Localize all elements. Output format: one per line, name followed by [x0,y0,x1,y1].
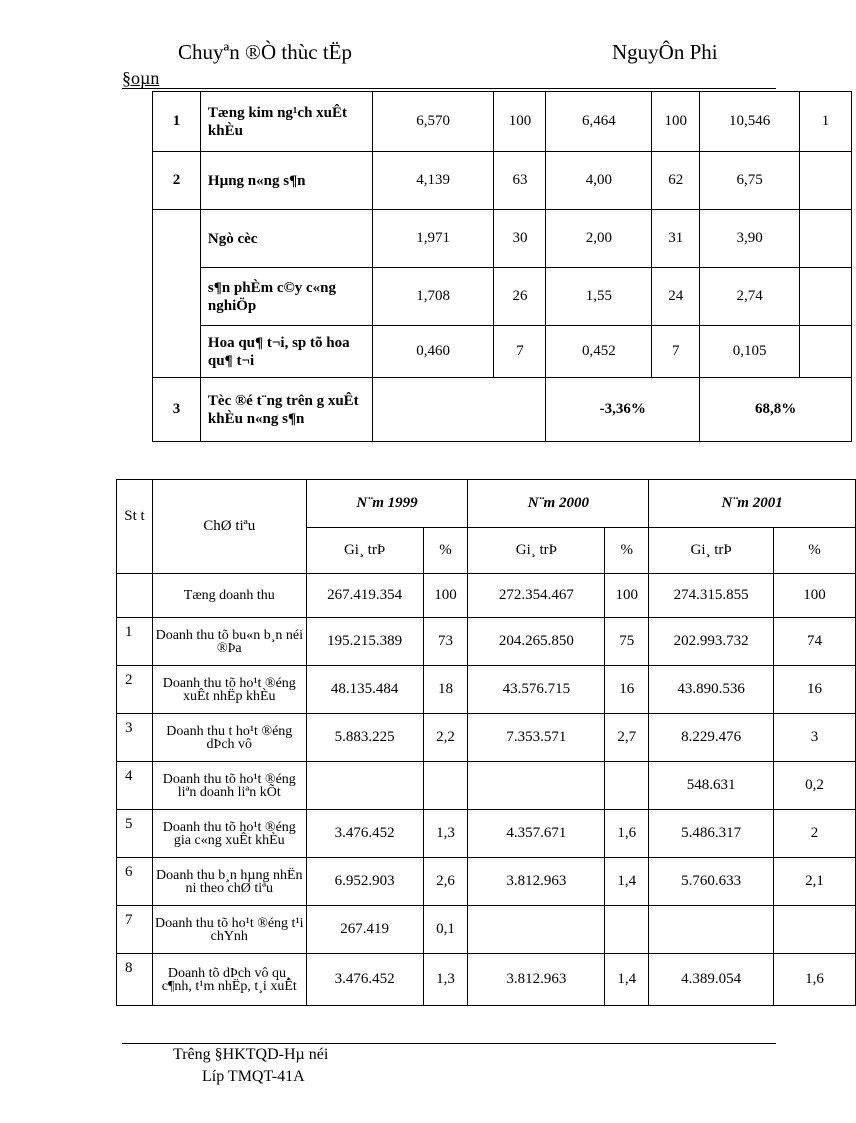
cell-v1999: 3.476.452 [306,954,423,1006]
row-number: 7 [117,906,153,954]
cell-p2001: 16 [774,666,856,714]
cell-p1999: 30 [494,210,546,268]
cell-v2001: 5.486.317 [649,810,774,858]
row-number: 2 [153,152,201,210]
row-number [153,210,201,378]
cell-v2000: 43.576.715 [468,666,605,714]
cell-p2001: 1,6 [774,954,856,1006]
table-row [153,326,852,378]
cell-v2001: 548.631 [649,762,774,810]
footer-school: Trêng §HKTQD-Hµ néi [173,1046,329,1063]
row-number: 8 [117,954,153,1006]
cell-p1999: 0,1 [423,906,468,954]
cell-v2000 [468,906,605,954]
cell-p1999: 73 [423,618,468,666]
cell-v2001: 4.389.054 [649,954,774,1006]
row-label: Doanh thu tõ ho¹t ®éng xuÊt nhËp khÈu [152,666,306,714]
growth-2000: -3,36% [546,378,700,442]
cell-v2000: 3.812.963 [468,858,605,906]
cell-v1999: 0,460 [372,326,494,378]
row-label: Tæng doanh thu [152,574,306,618]
cell-p2001 [774,906,856,954]
cell-v1999: 6.952.903 [306,858,423,906]
cell-p2000 [605,762,649,810]
value-header: Gi¸ trÞ [468,528,605,574]
cell-v2000: 2,00 [546,210,652,268]
row-number: 3 [117,714,153,762]
cell-v1999 [306,762,423,810]
cell-p1999: 18 [423,666,468,714]
cell-v1999: 1,971 [372,210,494,268]
year-2000-header: N¨m 2000 [468,480,649,528]
cell-p2001: 1 [800,92,852,152]
row-label: Doanh thu tõ ho¹t ®éng t¹i chYnh [152,906,306,954]
cell-p2000: 1,6 [605,810,649,858]
col-stt-header: St t [117,480,153,574]
row-label: Doanh thu tõ ho¹t ®éng liªn doanh liªn kÕt [152,762,306,810]
document-title: Chuyªn ®Ò thùc tËp [178,40,352,64]
cell-v2000: 4,00 [546,152,652,210]
cell-p1999: 1,3 [423,954,468,1006]
row-label: Doanh thu t ho¹t ®éng dÞch vô [152,714,306,762]
cell-v1999: 5.883.225 [306,714,423,762]
value-header: Gi¸ trÞ [649,528,774,574]
cell-v2000: 3.812.963 [468,954,605,1006]
cell-p2001 [800,326,852,378]
table-row [153,92,852,152]
row-number: 6 [117,858,153,906]
header-rule [122,88,776,89]
table-row [117,762,856,810]
table-row [153,152,852,210]
row-number: 1 [153,92,201,152]
row-number [117,574,153,618]
cell-p2000: 62 [652,152,700,210]
cell-p2001: 74 [774,618,856,666]
table-row [153,268,852,326]
row-number: 4 [117,762,153,810]
cell-v2000: 7.353.571 [468,714,605,762]
cell-p1999: 2,6 [423,858,468,906]
row-label: Hµng n«ng s¶n [200,152,372,210]
cell-v2000: 4.357.671 [468,810,605,858]
row-number: 3 [153,378,201,442]
cell-v2000: 0,452 [546,326,652,378]
cell-p2000: 75 [605,618,649,666]
cell-v2001: 43.890.536 [649,666,774,714]
cell-p2000: 31 [652,210,700,268]
author-name: NguyÔn Phi [612,40,718,64]
year-2001-header: N¨m 2001 [649,480,856,528]
row-number: 5 [117,810,153,858]
cell-p2000: 100 [605,574,649,618]
cell-p1999: 100 [423,574,468,618]
year-1999-header: N¨m 1999 [306,480,468,528]
cell-p1999: 63 [494,152,546,210]
table-row [117,858,856,906]
cell-p1999: 100 [494,92,546,152]
cell-p2001 [800,268,852,326]
row-label: Doanh thu tõ bu«n b¸n néi ®Þa [152,618,306,666]
cell-v2001: 3,90 [700,210,800,268]
growth-2001: 68,8% [700,378,852,442]
cell-v2001: 5.760.633 [649,858,774,906]
cell-v1999: 195.215.389 [306,618,423,666]
cell-v2001: 0,105 [700,326,800,378]
cell-p2000: 24 [652,268,700,326]
cell-v1999: 3.476.452 [306,810,423,858]
row-label: s¶n phÈm c©y c«ng nghiÖp [200,268,372,326]
value-header: Gi¸ trÞ [306,528,423,574]
cell-p2001: 2,1 [774,858,856,906]
cell-v2000: 1,55 [546,268,652,326]
cell-v2001: 8.229.476 [649,714,774,762]
cell-p1999: 26 [494,268,546,326]
table-row [117,810,856,858]
table-row [117,714,856,762]
col-indicator-header: ChØ tiªu [152,480,306,574]
cell-empty [372,378,546,442]
growth-row [153,378,852,442]
cell-v2001: 2,74 [700,268,800,326]
table-row [117,618,856,666]
cell-v2001: 6,75 [700,152,800,210]
table-row [117,906,856,954]
table-row [117,954,856,1006]
cell-p2001: 2 [774,810,856,858]
department-label: §oµn [122,68,160,88]
cell-p2000 [605,906,649,954]
export-table [152,91,852,442]
cell-p1999 [423,762,468,810]
cell-v1999: 6,570 [372,92,494,152]
row-label: Doanh tõ dÞch vô qu¸ c¶nh, t¹m nhËp, t¸i xuÊt [152,954,306,1006]
cell-p2001 [800,152,852,210]
cell-p2001: 3 [774,714,856,762]
cell-p2001: 100 [774,574,856,618]
row-label: Hoa qu¶ t¬i, sp tõ hoa qu¶ t¬i [200,326,372,378]
cell-v1999: 267.419.354 [306,574,423,618]
cell-v1999: 48.135.484 [306,666,423,714]
cell-v2001: 274.315.855 [649,574,774,618]
cell-p1999: 2,2 [423,714,468,762]
cell-v2001: 10,546 [700,92,800,152]
cell-p2000: 7 [652,326,700,378]
table-row [117,574,856,618]
percent-header: % [605,528,649,574]
row-label: Doanh thu tõ ho¹t ®éng gia c«ng xuÊt khÈu [152,810,306,858]
row-label: Doanh thu b¸n hµng nhËn ni theo chØ tiªu [152,858,306,906]
cell-p2001: 0,2 [774,762,856,810]
cell-v1999: 267.419 [306,906,423,954]
percent-header: % [423,528,468,574]
row-label: Tæng kim ng¹ch xuÊt khÈu [200,92,372,152]
cell-p1999: 1,3 [423,810,468,858]
cell-p1999: 7 [494,326,546,378]
cell-v2001 [649,906,774,954]
cell-p2001 [800,210,852,268]
row-label: Ngò cèc [200,210,372,268]
cell-p2000: 1,4 [605,858,649,906]
cell-p2000: 16 [605,666,649,714]
cell-v1999: 1,708 [372,268,494,326]
row-number: 2 [117,666,153,714]
table-row [153,210,852,268]
cell-v1999: 4,139 [372,152,494,210]
revenue-table [116,479,856,1006]
cell-p2000: 2,7 [605,714,649,762]
percent-header: % [774,528,856,574]
cell-v2000: 204.265.850 [468,618,605,666]
cell-v2000: 6,464 [546,92,652,152]
table-row [117,666,856,714]
cell-p2000: 1,4 [605,954,649,1006]
row-label: Tèc ®é t¨ng trên g xuÊt khÈu n«ng s¶n [200,378,372,442]
cell-v2001: 202.993.732 [649,618,774,666]
cell-v2000 [468,762,605,810]
row-number: 1 [117,618,153,666]
cell-p2000: 100 [652,92,700,152]
footer-rule [122,1043,776,1044]
cell-v2000: 272.354.467 [468,574,605,618]
footer-class: Líp TMQT-41A [202,1068,305,1085]
